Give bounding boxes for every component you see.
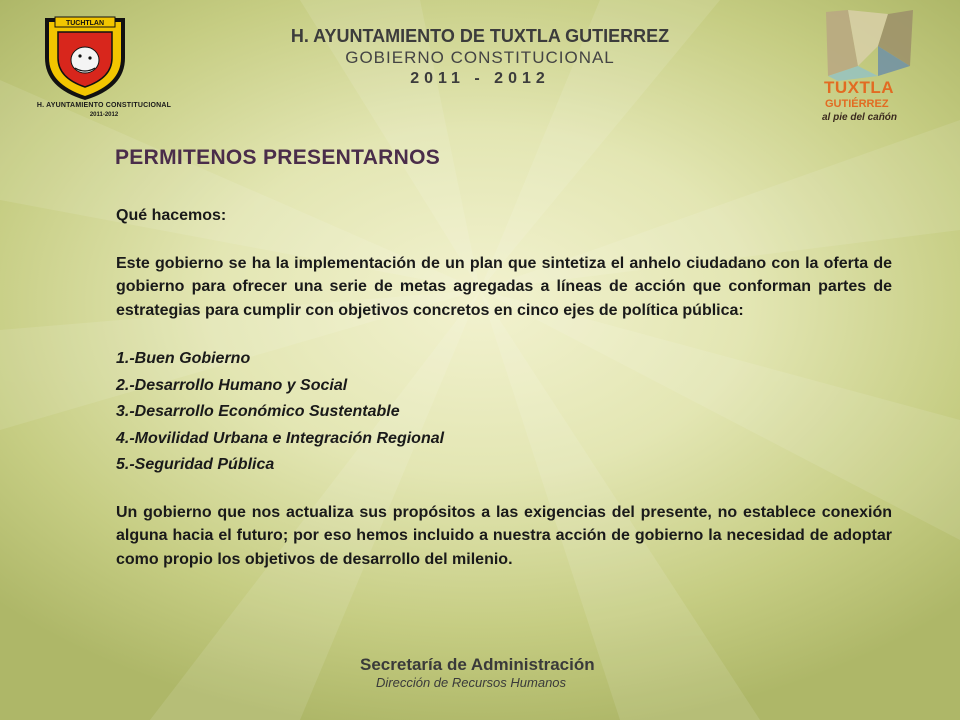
page-title: PERMITENOS PRESENTARNOS (115, 146, 441, 169)
list-item: 1.-Buen Gobierno (116, 350, 251, 367)
footer-direccion: Dirección de Recursos Humanos (376, 675, 567, 690)
list-item: 3.-Desarrollo Económico Sustentable (116, 403, 400, 420)
shield-caption-years: 2011-2012 (89, 112, 119, 118)
shield-top-text: TUCHTLAN (65, 20, 105, 27)
policy-axes-list (116, 346, 892, 479)
list-item: 2.-Desarrollo Humano y Social (116, 376, 348, 394)
footer-secretaria: Secretaría de Administración (360, 655, 595, 674)
tuxtla-logo (818, 6, 933, 130)
main-content (116, 204, 892, 571)
header-years: 2011 - 2012 (410, 70, 550, 87)
header-title: H. AYUNTAMIENTO DE TUXTLA GUTIERREZ (290, 26, 670, 46)
list-item: 5.-Seguridad Pública (116, 456, 275, 473)
header-title-block (230, 26, 730, 88)
header-subtitle: GOBIERNO CONSTITUCIONAL (345, 48, 615, 67)
list-item: 4.-Movilidad Urbana e Integración Regional (116, 429, 445, 447)
closing-paragraph: Un gobierno que nos actualiza sus propósitos a las exigencias del presente, no establece conexión alguna hacia el futuro; por eso hemos incluido a nuestra acción de gobierno la necesidad de adoptar como propio los objetivos de desarrollo del milenio. (116, 503, 892, 568)
logo-slogan-text: al pie del cañón (822, 112, 898, 123)
logo-tuxtla-text: TUXTLA (824, 78, 895, 97)
shield-caption (14, 102, 194, 118)
municipal-shield-logo (30, 8, 140, 108)
shield-caption-text: H. AYUNTAMIENTO CONSTITUCIONAL (36, 102, 172, 109)
intro-paragraph: Este gobierno se ha la implementación de un plan que sintetiza el anhelo ciudadano con la oferta de gobierno para ofrecer una serie de metas agregadas a líneas de acción que conforman partes de estrategias para cumplir con objetivos concretos en cinco ejes de política pública: (116, 254, 892, 319)
section-subtitle: Qué hacemos: (116, 207, 227, 224)
logo-gutierrez-text: GUTIÉRREZ (825, 98, 889, 110)
footer (360, 655, 660, 690)
